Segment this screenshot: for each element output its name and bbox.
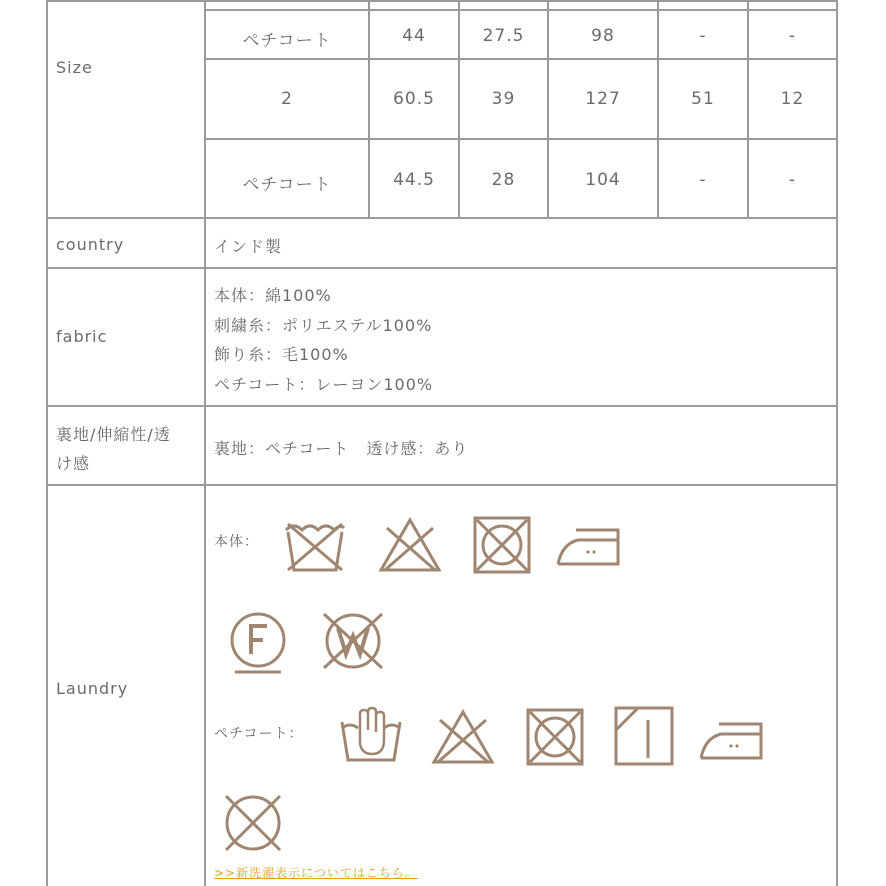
no-bleach-icon [375, 514, 445, 574]
size-cell: 51 [691, 89, 715, 109]
size-cell: 44.5 [393, 170, 435, 190]
table-border-left [46, 0, 48, 886]
no-tumble-dry-icon [471, 514, 533, 576]
no-tumble-dry-icon [524, 706, 586, 768]
fabric-line: 本体：綿100% [214, 286, 332, 305]
laundry-label: Laundry [56, 679, 129, 698]
hand-wash-icon [338, 704, 404, 764]
size-cell: - [699, 26, 707, 46]
size-cell: 39 [491, 89, 516, 109]
no-dry-clean-icon [218, 792, 288, 854]
size-cell: 127 [585, 89, 621, 109]
care-label-info-link[interactable]: >>新洗濯表示についてはこちら。 [214, 866, 418, 880]
body-care-label: 本体： [214, 534, 259, 550]
table-border [46, 405, 838, 407]
table-border [204, 138, 838, 140]
lining-value: 裏地：ペチコート 透け感：あり [214, 439, 469, 458]
table-border [46, 484, 838, 486]
fabric-line: 刺繍糸：ポリエステル100% [214, 316, 433, 335]
table-border [204, 58, 838, 60]
table-border [46, 267, 838, 269]
lining-label: け感 [56, 454, 91, 473]
fabric-line: 飾り糸：毛100% [214, 345, 349, 364]
iron-low-icon [554, 518, 622, 570]
country-label: country [56, 235, 125, 254]
table-border-top [46, 0, 838, 2]
fabric-line: ペチコート：レーヨン100% [214, 375, 434, 394]
iron-low-icon [697, 712, 765, 764]
table-border-right [836, 0, 838, 886]
lining-label: 裏地/伸縮性/透 [56, 425, 171, 444]
table-border-divider [204, 0, 206, 886]
size-cell: 27.5 [482, 26, 525, 46]
dry-clean-f-icon [225, 610, 291, 676]
no-wash-icon [282, 518, 348, 574]
line-dry-shade-icon [612, 704, 676, 768]
no-bleach-icon [428, 706, 498, 766]
size-cell: 28 [491, 170, 516, 190]
size-cell: 60.5 [393, 89, 435, 109]
size-row-name: ペチコート [242, 31, 332, 51]
fabric-label: fabric [56, 327, 108, 346]
size-row-name: 2 [281, 89, 293, 109]
size-label: Size [56, 58, 93, 77]
size-cell: - [788, 26, 797, 46]
country-value: インド製 [214, 237, 283, 256]
petticoat-care-label: ペチコート： [214, 726, 304, 742]
size-cell: 44 [402, 26, 426, 46]
size-row-name: ペチコート [242, 175, 332, 195]
size-cell: - [788, 170, 797, 190]
table-border [46, 217, 838, 219]
no-wet-clean-icon [318, 610, 388, 672]
size-cell: 98 [591, 26, 615, 46]
size-cell: - [699, 170, 707, 190]
size-cell: 104 [585, 170, 621, 190]
size-cell: 12 [780, 89, 805, 109]
table-border [204, 9, 838, 11]
